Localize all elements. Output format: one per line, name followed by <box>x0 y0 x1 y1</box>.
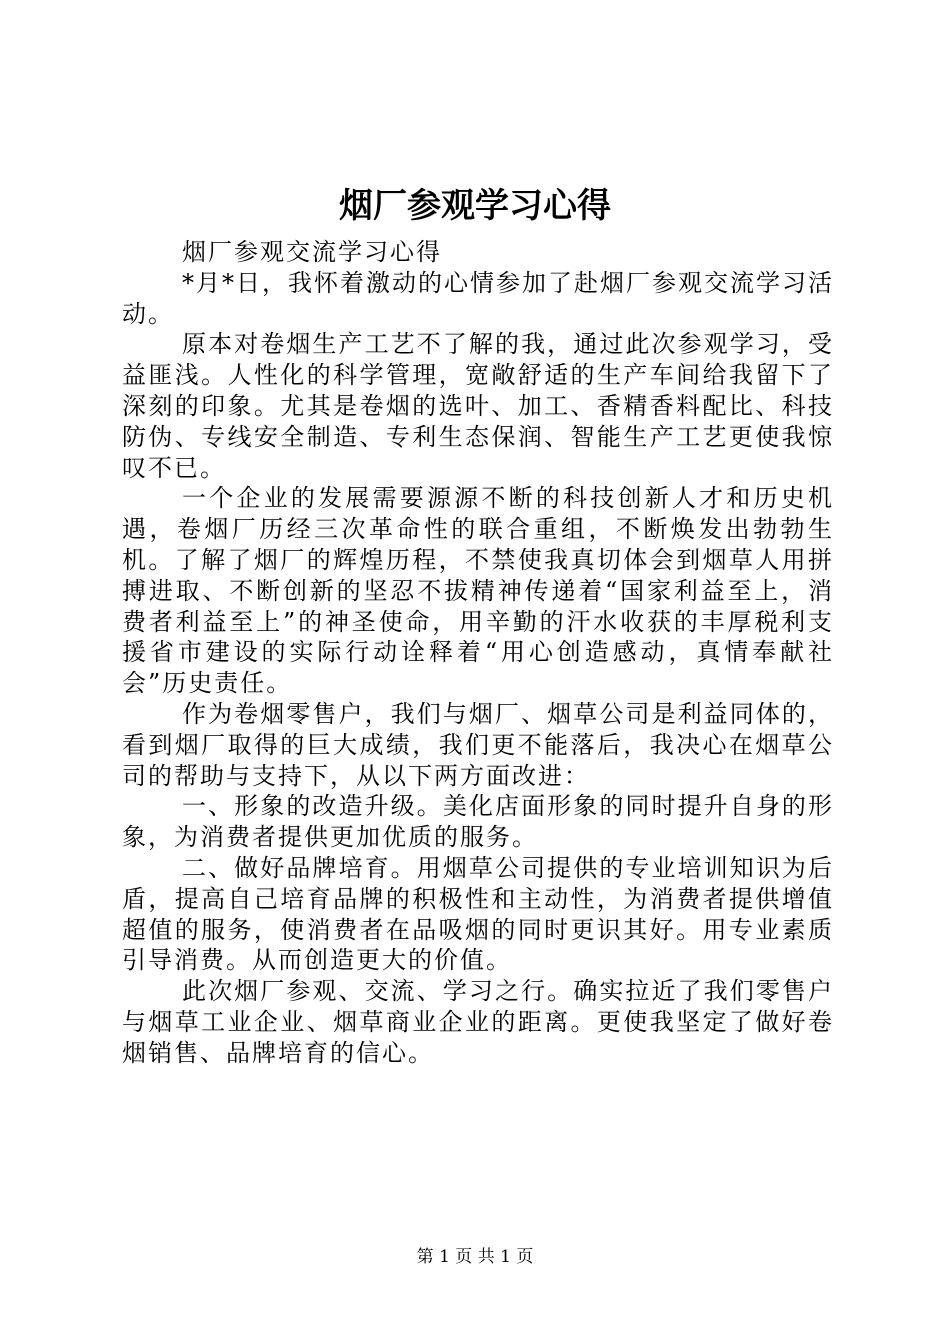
paragraph-impression: 原本对卷烟生产工艺不了解的我，通过此次参观学习，受益匪浅。人性化的科学管理，宽敞舒适的生产车间给我留下了深刻的印象。尤其是卷烟的选叶、加工、香精香料配比、科技防伪、专线安全制造、专利生态保润、智能生产工艺更使我惊叹不已。 <box>122 330 834 482</box>
page-number-footer: 第 1 页 共 1 页 <box>416 1247 534 1267</box>
document-body <box>122 237 834 1069</box>
paragraph-point-two: 二、做好品牌培育。用烟草公司提供的专业培训知识为后盾，提高自己培育品牌的积极性和主动性，为消费者提供增值超值的服务，使消费者在品吸烟的同时更识其好。用专业素质引导消费。从而创造更大的价值。 <box>122 853 834 975</box>
document-title: 烟厂参观学习心得 <box>339 186 611 226</box>
paragraph-conclusion: 此次烟厂参观、交流、学习之行。确实拉近了我们零售户与烟草工业企业、烟草商业企业的距离。更使我坚定了做好卷烟销售、品牌培育的信心。 <box>122 977 834 1067</box>
paragraph-subtitle: 烟厂参观交流学习心得 <box>182 238 442 266</box>
paragraph-history: 一个企业的发展需要源源不断的科技创新人才和历史机遇，卷烟厂历经三次革命性的联合重组，不断焕发出勃勃生机。了解了烟厂的辉煌历程，不禁使我真切体会到烟草人用拼搏进取、不断创新的坚忍不拔精神传递着“国家利益至上，消费者利益至上”的神圣使命，用辛勤的汗水收获的丰厚税利支援省市建设的实际行动诠释着“用心创造感动，真情奉献社会”历史责任。 <box>122 484 834 698</box>
paragraph-resolution: 作为卷烟零售户，我们与烟厂、烟草公司是利益同体的，看到烟厂取得的巨大成绩，我们更不能落后，我决心在烟草公司的帮助与支持下，从以下两方面改进： <box>122 699 834 790</box>
paragraph-point-one: 一、形象的改造升级。美化店面形象的同时提升自身的形象，为消费者提供更加优质的服务。 <box>122 792 834 852</box>
paragraph-intro: *月*日，我怀着激动的心情参加了赴烟厂参观交流学习活动。 <box>122 268 834 328</box>
